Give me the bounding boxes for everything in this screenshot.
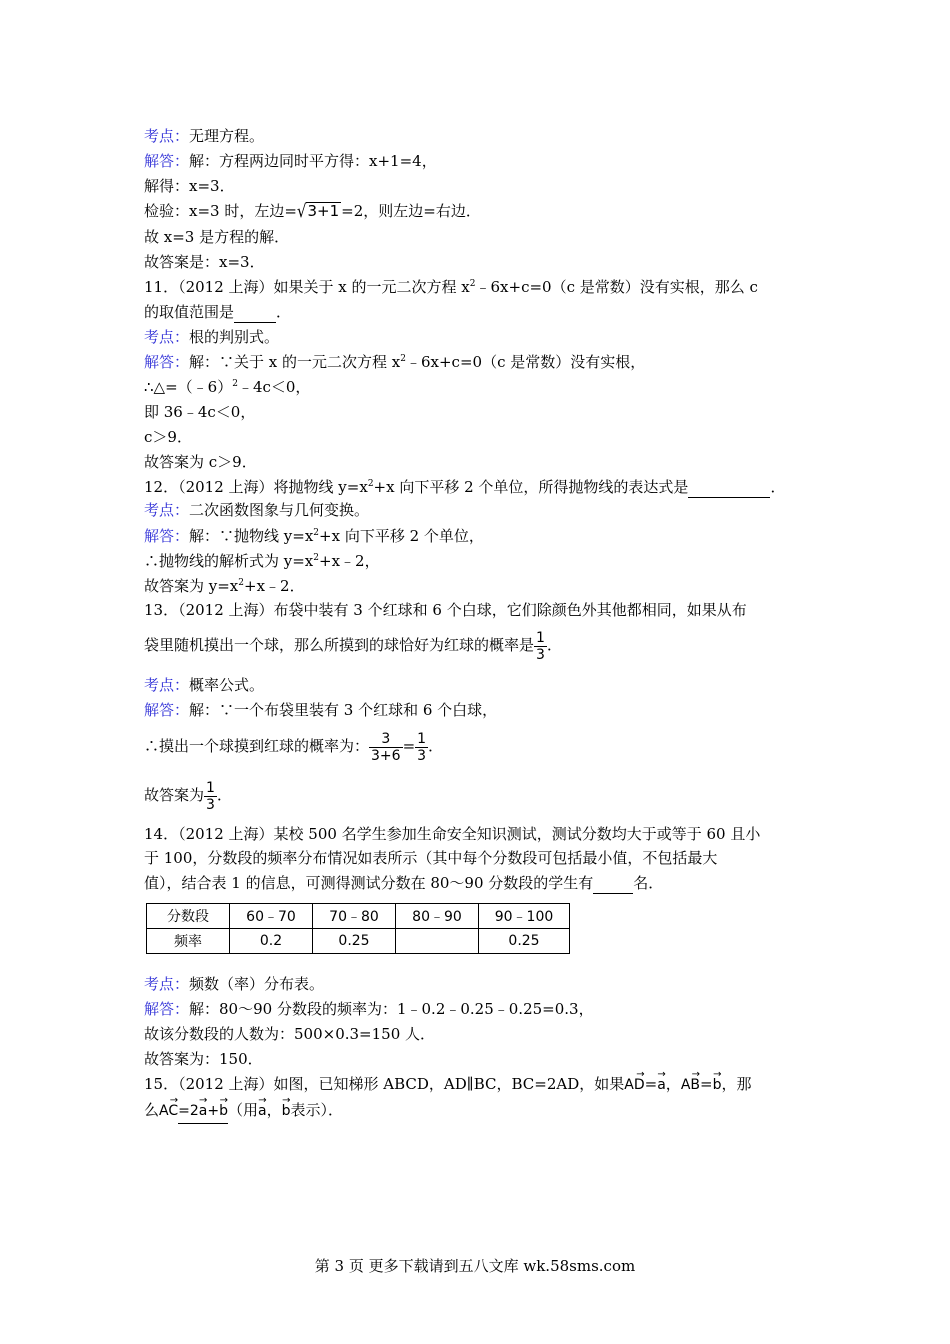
table-cell: 90﹣100 [479,904,570,929]
vector-AC: → AC [159,1095,179,1119]
table-cell: 70﹣80 [313,904,396,929]
vector-AD: → AD [624,1069,645,1093]
q15-line1: 15．（2012 上海）如图，已知梯形 ABCD，AD∥BC，BC=2AD，如果 → AD= → a， → AB= → b，那 [144,1069,752,1093]
vector-a: → a [198,1095,208,1119]
vector-a: → a [657,1069,666,1093]
q11-line1: 11．（2012 上海）如果关于 x 的一元二次方程 $x^2﹣6x+c=0(c$ 是常数）没有实根，那么 c [144,278,758,296]
q11-kaodian: 考点：根的判别式。 [144,328,280,346]
q12-jieda-1: 解答：解：∵抛物线 $y=x^2+x$ 向下平移 2 个单位， [144,527,484,545]
q13-kaodian: 考点：概率公式。 [144,676,265,694]
table-row [147,929,570,954]
jieda-label: 解答： [144,701,190,719]
s10-jieda-4: 故 x=3 是方程的解． [144,228,290,246]
table-cell: 0.25 [313,929,396,954]
q13-line2: 袋里随机摸出一个球，那么所摸到的球恰好为红球的概率是 $\frac{1}{3}$ ． [144,629,562,663]
table-cell: 80﹣90 [396,904,479,929]
q14-jieda-3: 故答案为：150． [144,1050,263,1068]
answer-blank [688,477,770,498]
q11-jieda-3: 即 36﹣4c＜0， [144,403,256,421]
fraction-1-over-3: $\frac{1}{3}$ [417,730,427,764]
answer-blank [234,302,276,323]
vector-AB: → AB [680,1069,700,1093]
kaodian-label: 考点： [144,676,190,694]
table-cell [396,929,479,954]
answer-blank [593,873,633,894]
fraction-3-over-9: $\frac{3}{3+6}$ [371,730,401,764]
sqrt-expression: 3+1 [307,202,340,220]
sqrt-sign: √ [296,200,307,222]
jieda-label: 解答： [144,353,190,371]
s10-kaodian: 考点：无理方程。 [144,127,265,145]
q14-kaodian: 考点：频数（率）分布表。 [144,975,325,993]
q14-line1: 14．（2012 上海）某校 500 名学生参加生命安全知识测试，测试分数均大于或等于 60 且小 [144,825,761,843]
table-cell: 频率 [147,929,230,954]
q15-line2: 么 → AC=2 → a+ → b（用 → a， → b表示）． [144,1098,343,1124]
answer-blank: =2 → a+ → b [178,1098,228,1124]
q14-jieda-2: 故该分数段的人数为：500×0.3=150 人． [144,1025,436,1043]
q11-jieda-2: ∴△=（﹣6）$^2$﹣4c＜0， [144,378,311,396]
kaodian-label: 考点： [144,975,190,993]
table-cell: 分数段 [147,904,230,929]
frequency-table [146,903,570,954]
q11-line2: 的取值范围是 ． [144,303,292,321]
kaodian-label: 考点： [144,328,190,346]
table-cell: 60﹣70 [230,904,313,929]
answer-fraction: $\frac{1}{3}$ [206,779,215,813]
table-cell: 0.25 [479,929,570,954]
vector-a: → a [258,1095,267,1119]
kaodian-label: 考点： [144,501,190,519]
q13-jieda-3: 故答案为 $\frac{1}{3}$ ． [144,779,232,813]
jieda-label: 解答： [144,152,190,170]
q12-kaodian: 考点：二次函数图象与几何变换。 [144,501,370,519]
answer-fraction: $\frac{1}{3}$ [536,629,545,663]
vector-b: → b [219,1095,228,1119]
q13-line1: 13．（2012 上海）布袋中装有 3 个红球和 6 个白球，它们除颜色外其他都相同，如果从布 [144,601,747,619]
q12-jieda-2: ∴抛物线的解析式为 $y=x^2+x﹣2$， [144,552,380,570]
q14-line2: 于 100，分数段的频率分布情况如表所示（其中每个分数段可包括最小值，不包括最大 [144,849,718,867]
q11-jieda-4: c＞9． [144,428,192,446]
q14-jieda-1: 解答：解：80～90 分数段的频率为：1﹣0.2﹣0.25﹣0.25=0.3， [144,1000,594,1018]
jieda-label: 解答： [144,527,190,545]
q11-jieda-1: 解答：解：∵关于 x 的一元二次方程 $x^2﹣6x+c=0(c$ 是常数）没有实根， [144,353,646,371]
jieda-label: 解答： [144,1000,190,1018]
vector-b: → b [712,1069,722,1093]
s10-jieda-5: 故答案是：x=3． [144,253,265,271]
q14-line3: 值），结合表 1 的信息，可测得测试分数在 80～90 分数段的学生有 名． [144,874,664,892]
q11-jieda-5: 故答案为 c＞9． [144,453,257,471]
table-header-row [147,904,570,929]
vector-b: → b [281,1095,291,1119]
s10-jieda-1: 解答：解：方程两边同时平方得：x+1=4， [144,152,437,170]
s10-jieda-2: 解得：x=3． [144,177,235,195]
q13-jieda-2: ∴摸出一个球摸到红球的概率为： $\frac{3}{3+6}$ = $\frac{1}{3}$ ． [144,730,444,764]
q12-line1: 12．（2012 上海）将抛物线 $y=x^2+x$ 向下平移 2 个单位，所得抛物线的表达式是 ． [144,478,786,496]
table-cell: 0.2 [230,929,313,954]
q12-jieda-3: 故答案为 $y=x^2+x﹣2$． [144,577,305,595]
page-footer: 第 3 页 更多下载请到五八文库 wk.58sms.com [314,1257,636,1275]
q13-jieda-1: 解答：解：∵一个布袋里装有 3 个红球和 6 个白球， [144,701,498,719]
kaodian-label: 考点： [144,127,190,145]
s10-jieda-3: 检验：x=3 时，左边=√3+1 =2，则左边=右边． [144,200,481,222]
